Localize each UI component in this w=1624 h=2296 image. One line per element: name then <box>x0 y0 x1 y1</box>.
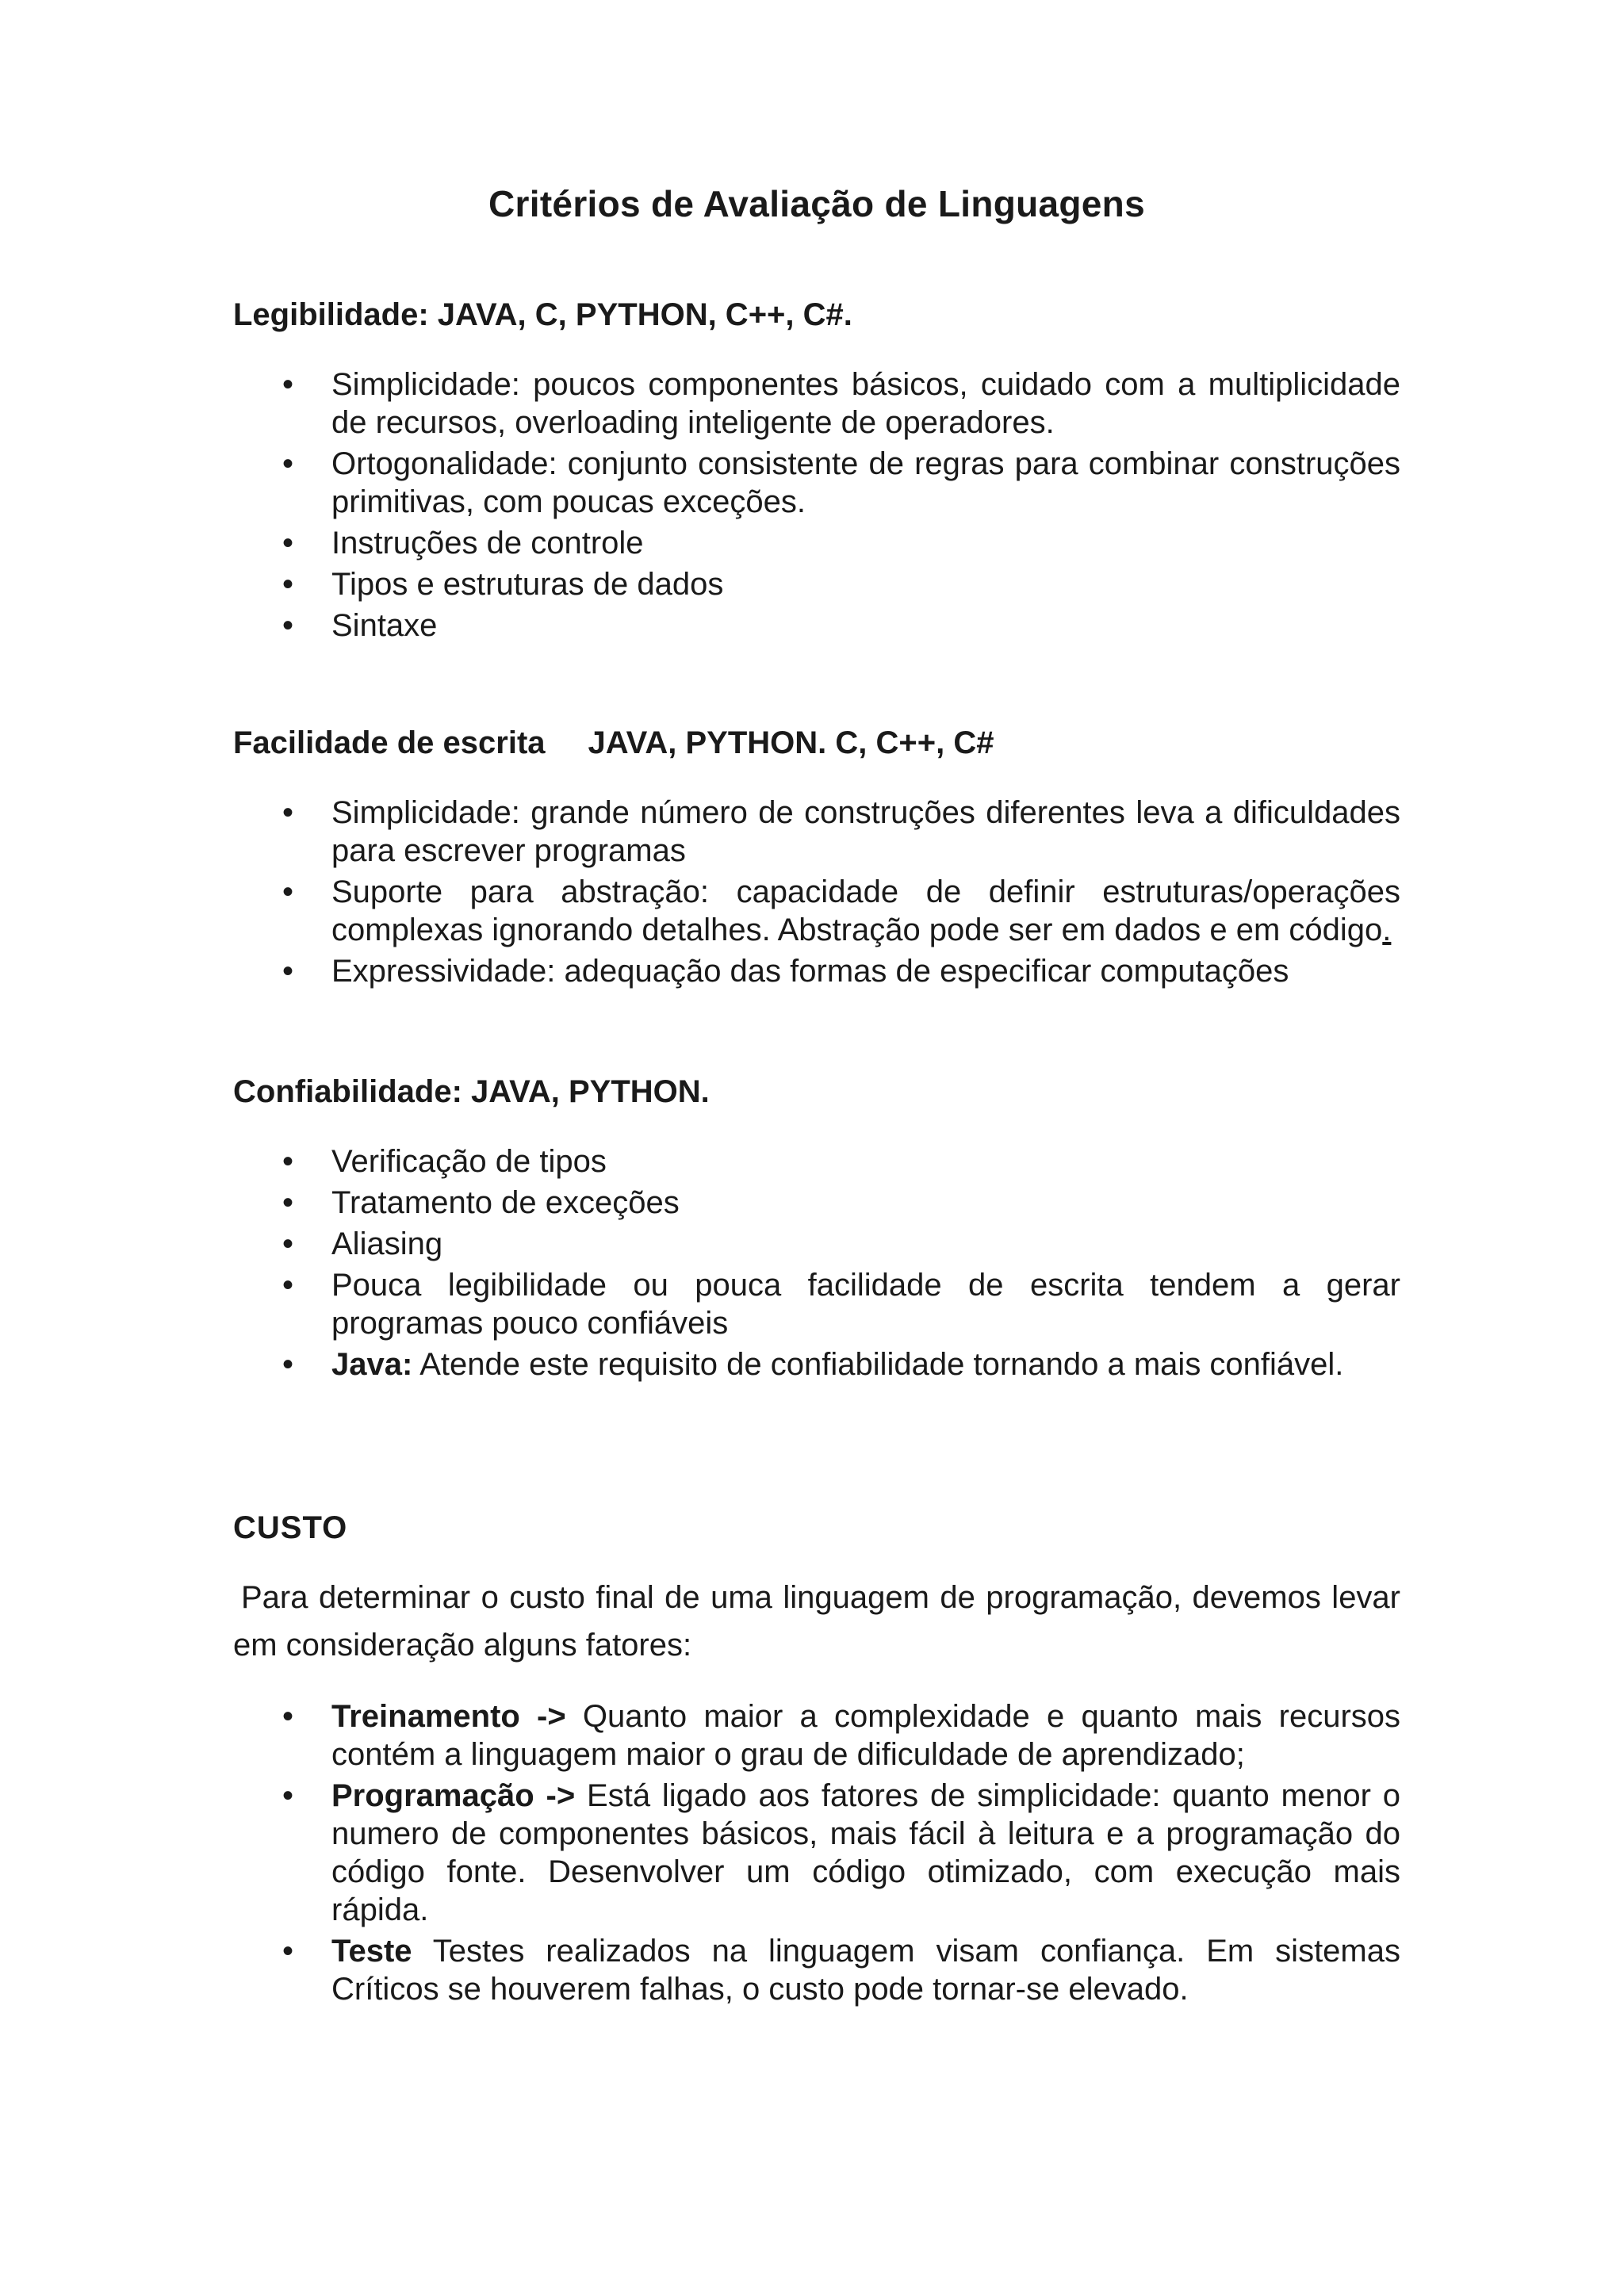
java-text: Atende este requisito de confiabilidade tornando a mais confiável. <box>412 1347 1344 1383</box>
list-item <box>233 1697 1400 1774</box>
abstracao-period: . <box>1382 913 1392 948</box>
section-custo <box>233 1509 1400 2008</box>
section-heading-escrita <box>233 724 1400 762</box>
custo-list <box>233 1697 1400 2008</box>
item-text: Está ligado aos fatores de simplicidade: quanto menor o numero de componentes básicos, mais fácil à leitura e a programação do código fonte. Desenvolver um código otimizado, com execução mais rápida. <box>331 1778 1400 1928</box>
section-heading-legibilidade: Legibilidade: JAVA, C, PYTHON, C++, C#. <box>233 297 852 333</box>
list-item <box>233 1345 1400 1383</box>
list-item: • Simplicidade: poucos componentes básicos, cuidado com a multiplicidade de recursos, overloading inteligente de operadores. <box>233 365 1400 442</box>
document-page <box>233 182 1400 2011</box>
list-item: • Sintaxe <box>233 607 1400 645</box>
list-item: • Expressividade: adequação das formas de especificar computações <box>233 952 1400 990</box>
list-item: • Pouca legibilidade ou pouca facilidade de escrita tendem a gerar programas pouco confiáveis <box>233 1266 1400 1342</box>
java-label: Java: <box>331 1347 413 1383</box>
item-text: Quanto maior a complexidade e quanto mais recursos contém a linguagem maior o grau de dificuldade de aprendizado; <box>331 1699 1401 1773</box>
list-item: • Tratamento de exceções <box>233 1184 1400 1222</box>
section-legibilidade <box>233 296 1400 645</box>
list-item: • Simplicidade: grande número de construções diferentes leva a dificuldades para escrever programas <box>233 794 1400 870</box>
list-item: • Ortogonalidade: conjunto consistente de regras para combinar construções primitivas, com poucas exceções. <box>233 445 1400 521</box>
section-confiabilidade <box>233 1073 1400 1383</box>
heading-label: Facilidade de escrita <box>233 725 546 761</box>
section-heading-custo: CUSTO <box>233 1510 348 1546</box>
confiabilidade-list <box>233 1142 1400 1383</box>
item-label: Treinamento -> <box>331 1699 566 1735</box>
heading-languages: JAVA, PYTHON. C, C++, C# <box>588 725 994 761</box>
item-label: Teste <box>331 1934 412 1969</box>
item-label: Programação -> <box>331 1778 576 1814</box>
section-escrita <box>233 724 1400 990</box>
list-item: • Tipos e estruturas de dados <box>233 565 1400 603</box>
escrita-list <box>233 794 1400 990</box>
legibilidade-list <box>233 365 1400 645</box>
section-heading-confiabilidade: Confiabilidade: JAVA, PYTHON. <box>233 1074 710 1110</box>
list-item <box>233 1932 1400 2008</box>
custo-intro: Para determinar o custo final de uma linguagem de programação, devemos levar em consideração alguns fatores: <box>233 1580 1400 1663</box>
list-item <box>233 1777 1400 1929</box>
abstracao-text: Suporte para abstração: capacidade de definir estruturas/operações complexas ignorando detalhes. Abstração pode ser em dados e em código <box>331 874 1400 948</box>
list-item: • Aliasing <box>233 1225 1400 1263</box>
list-item: • Instruções de controle <box>233 524 1400 562</box>
list-item <box>233 873 1400 949</box>
list-item: • Verificação de tipos <box>233 1142 1400 1181</box>
item-text: Testes realizados na linguagem visam confiança. Em sistemas Críticos se houverem falhas, o custo pode tornar-se elevado. <box>331 1934 1400 2007</box>
document-title: Critérios de Avaliação de Linguagens <box>488 183 1145 224</box>
